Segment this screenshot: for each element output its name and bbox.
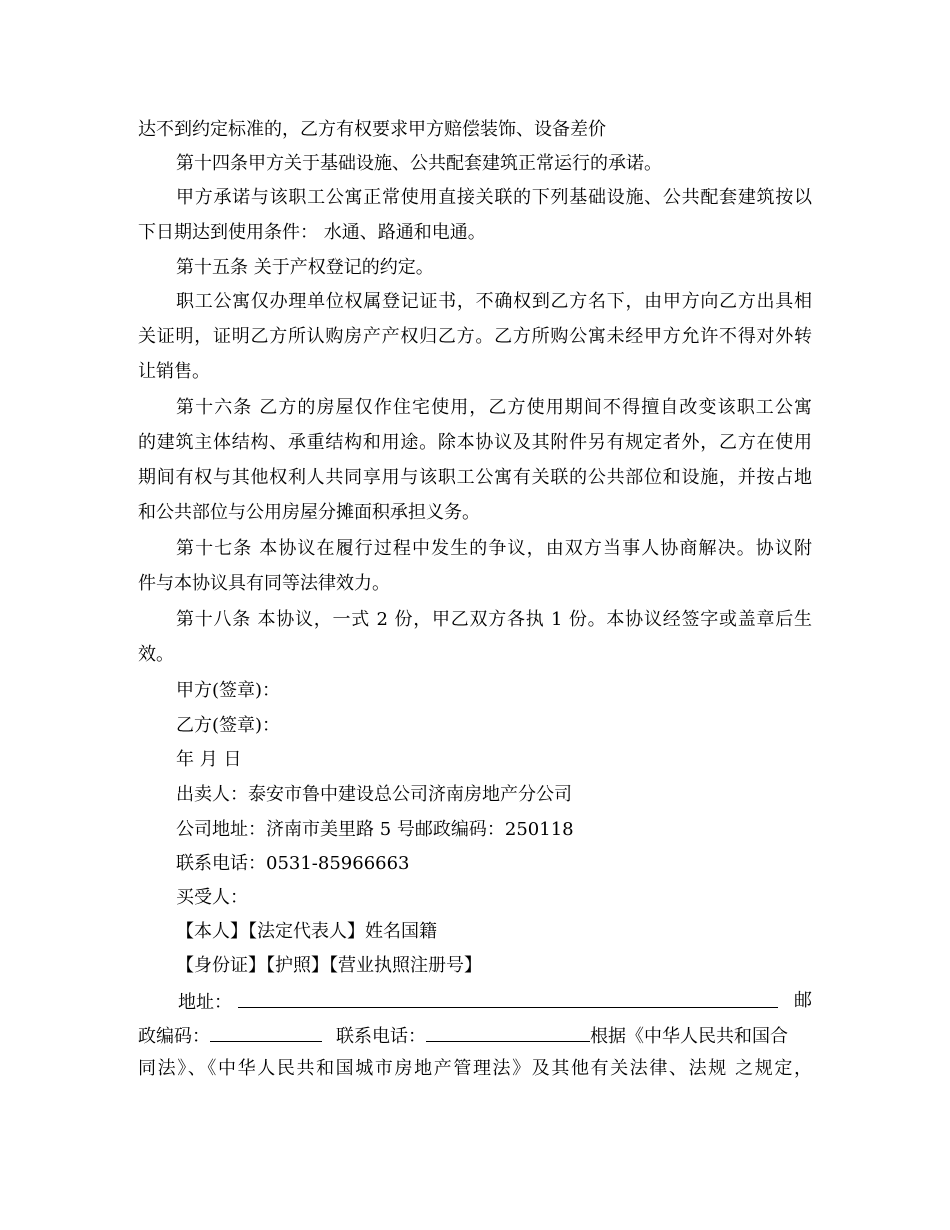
party-b-signature: 乙方(签章)： bbox=[176, 715, 281, 736]
seller-line: 出卖人：泰安市鲁中建设总公司济南房地产分公司 bbox=[176, 784, 572, 805]
buyer-line: 买受人： bbox=[176, 887, 248, 908]
paragraph-line: 甲方承诺与该职工公寓正常使用直接关联的下列基础设施、公共配套建筑按以 bbox=[176, 187, 812, 208]
company-address-line: 公司地址：济南市美里路 5 号邮政编码：250118 bbox=[176, 819, 574, 840]
paragraph-line: 让销售。 bbox=[138, 361, 210, 382]
paragraph-line: 关证明，证明乙方所认购房产产权归乙方。乙方所购公寓未经甲方允许不得对外转 bbox=[138, 326, 812, 347]
paragraph-line: 达不到约定标准的，乙方有权要求甲方赔偿装饰、设备差价 bbox=[138, 119, 606, 140]
postcode-label: 政编码： bbox=[138, 1026, 210, 1047]
paragraph-line: 效。 bbox=[138, 644, 174, 665]
paragraph-line: 职工公寓仅办理单位权属登记证书，不确权到乙方名下，由甲方向乙方出具相 bbox=[176, 291, 812, 312]
paragraph-line: 的建筑主体结构、承重结构和用途。除本协议及其附件另有规定者外，乙方在使用 bbox=[138, 432, 812, 453]
article-15-heading: 第十五条 关于产权登记的约定。 bbox=[176, 257, 434, 278]
address-tail: 邮 bbox=[794, 990, 812, 1011]
paragraph-line: 件与本协议具有同等法律效力。 bbox=[138, 573, 390, 594]
address-blank bbox=[238, 989, 778, 1008]
paragraph-line: 同法》、《中华人民共和国城市房地产管理法》及其他有关法律、法规 之规定， bbox=[138, 1058, 812, 1079]
paragraph-line: 期间有权与其他权利人共同享用与该职工公寓有关联的公共部位和设施，并按占地 bbox=[138, 467, 812, 488]
law-clause-text: 根据《中华人民共和国合 bbox=[590, 1026, 788, 1047]
paragraph-line: 下日期达到使用条件： 水通、路通和电通。 bbox=[138, 222, 486, 243]
buyer-type-line: 【本人】【法定代表人】姓名国籍 bbox=[176, 921, 437, 942]
party-a-signature: 甲方(签章)： bbox=[176, 680, 281, 701]
postcode-phone-line bbox=[138, 1023, 812, 1047]
paragraph-line: 和公共部位与公用房屋分摊面积承担义务。 bbox=[138, 502, 480, 523]
article-18-line: 第十八条 本协议，一式 2 份，甲乙双方各执 1 份。本协议经签字或盖章后生 bbox=[176, 609, 812, 630]
article-17-line: 第十七条 本协议在履行过程中发生的争议，由双方当事人协商解决。协议附 bbox=[176, 538, 812, 559]
id-type-line: 【身份证】【护照】【营业执照注册号】 bbox=[176, 955, 482, 976]
phone-blank bbox=[426, 1023, 590, 1042]
contact-phone-line: 联系电话：0531-85966663 bbox=[176, 853, 410, 874]
date-line: 年 月 日 bbox=[176, 749, 242, 770]
postcode-blank bbox=[210, 1023, 322, 1042]
article-14-heading: 第十四条甲方关于基础设施、公共配套建筑正常运行的承诺。 bbox=[176, 153, 662, 174]
address-label: 地址： bbox=[178, 992, 232, 1013]
article-16-line: 第十六条 乙方的房屋仅作住宅使用，乙方使用期间不得擅自改变该职工公寓 bbox=[176, 397, 812, 418]
phone-label: 联系电话： bbox=[336, 1026, 426, 1047]
address-line bbox=[178, 989, 812, 1013]
